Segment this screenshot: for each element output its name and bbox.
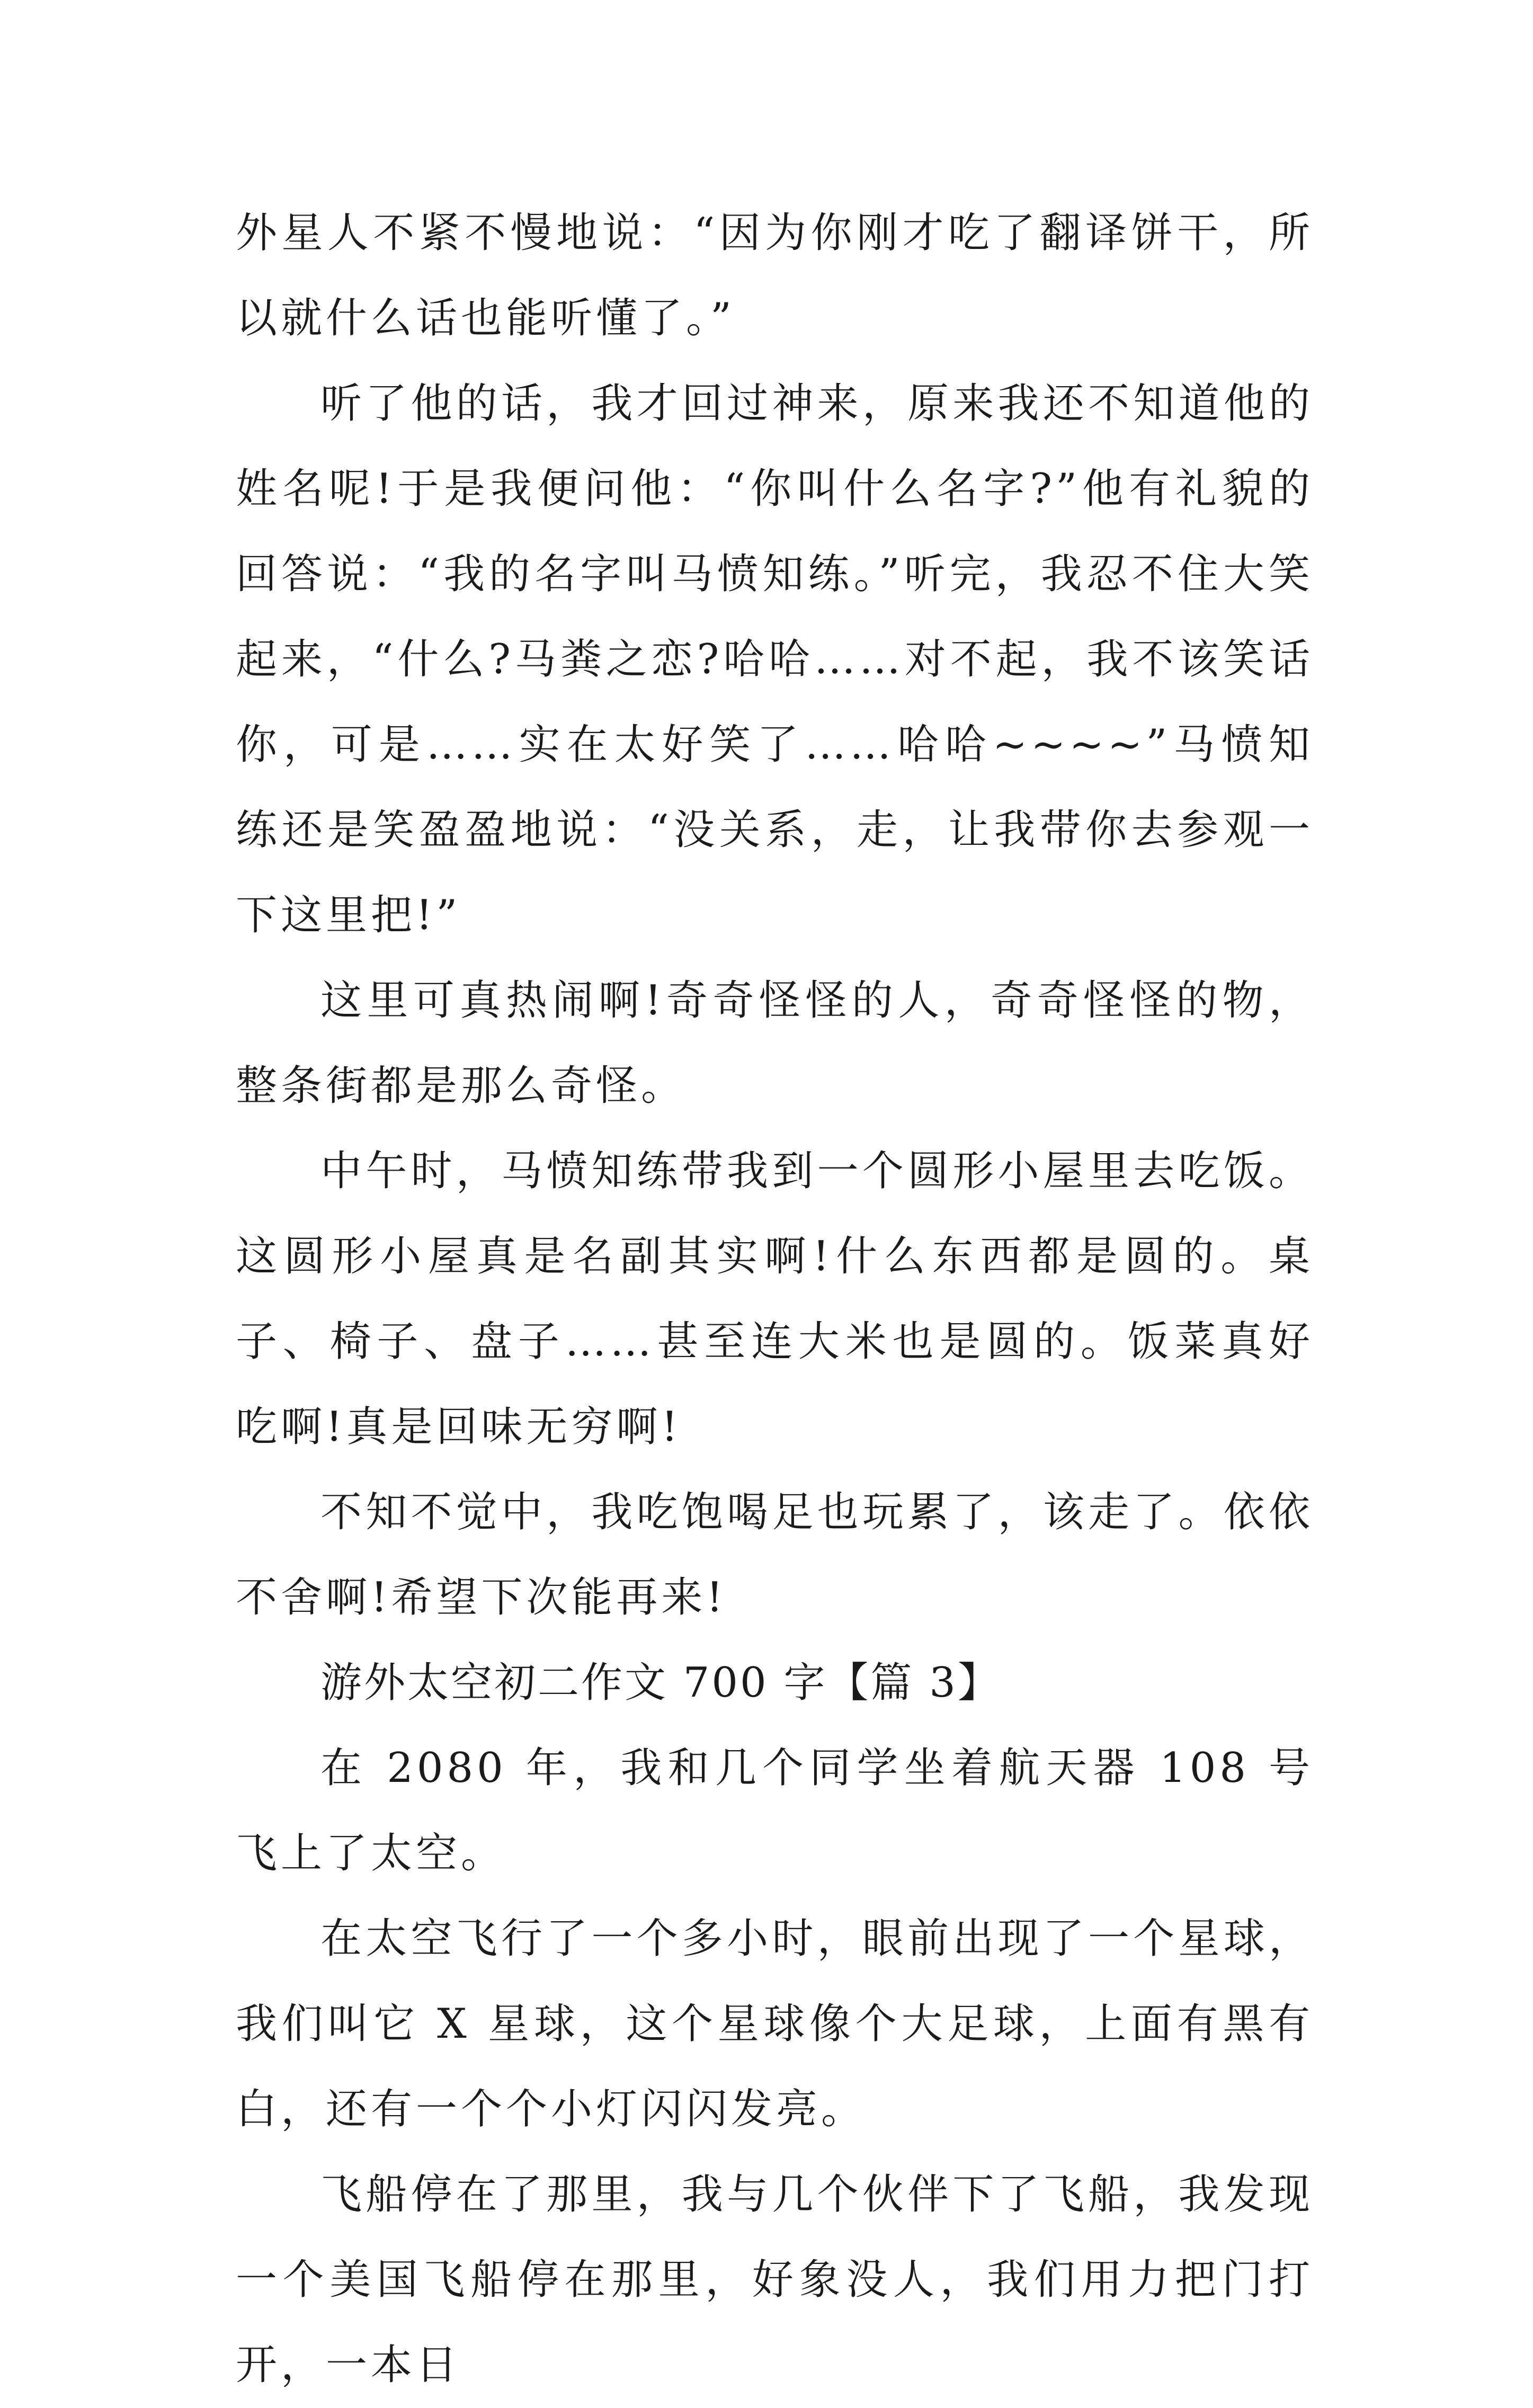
paragraph-8: 飞船停在了那里，我与几个伙伴下了飞船，我发现一个美国飞船停在那里，好象没人，我们用力把门打开，一本日 — [236, 2171, 1314, 2389]
paragraph-5: 不知不觉中，我吃饱喝足也玩累了，该走了。依依不舍啊!希望下次能再来! — [236, 1488, 1314, 1621]
paragraph-6: 在 2080 年，我和几个同学坐着航天器 108 号飞上了太空。 — [236, 1744, 1314, 1877]
paragraph-1: 外星人不紧不慢地说：“因为你刚才吃了翻译饼干，所以就什么话也能听懂了。” — [236, 209, 1314, 342]
paragraph-4: 中午时，马愤知练带我到一个圆形小屋里去吃饭。这圆形小屋真是名副其实啊!什么东西都是圆的。桌子、椅子、盘子……甚至连大米也是圆的。饭菜真好吃啊!真是回味无穷啊! — [236, 1147, 1314, 1451]
section-heading: 游外太空初二作文 700 字【篇 3】 — [320, 1659, 1001, 1707]
paragraph-7: 在太空飞行了一个多小时，眼前出现了一个星球，我们叫它 X 星球，这个星球像个大足球，上面有黑有白，还有一个个小灯闪闪发亮。 — [236, 1915, 1314, 2133]
document-body — [236, 191, 1314, 2408]
paragraph-2: 听了他的话，我才回过神来，原来我还不知道他的姓名呢!于是我便问他：“你叫什么名字?”他有礼貌的回答说：“我的名字叫马愤知练。”听完，我忍不住大笑起来，“什么?马粪之恋?哈哈……对不起，我不该笑话你，可是……实在太好笑了……哈哈~~~~”马愤知练还是笑盈盈地说：“没关系，走，让我带你去参观一下这里把!” — [236, 380, 1314, 939]
paragraph-3: 这里可真热闹啊!奇奇怪怪的人，奇奇怪怪的物，整条街都是那么奇怪。 — [236, 977, 1314, 1110]
